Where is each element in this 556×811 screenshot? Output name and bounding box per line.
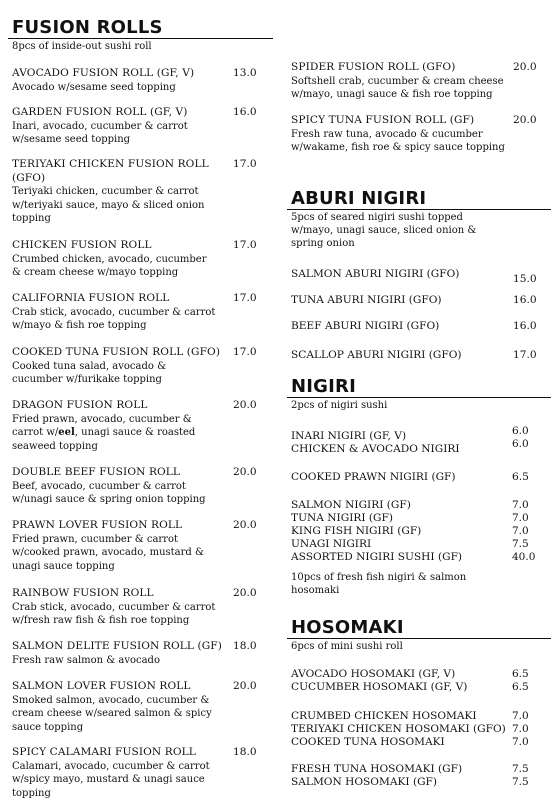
menu-item-name: AVOCADO HOSOMAKI (GF, V) CUCUMBER HOSOMAKI (GF, V) <box>291 668 468 693</box>
item-description: Fried prawn, cucumber & carrot w/cooked prawn, avocado, mustard & unagi sauce topping <box>12 533 204 572</box>
item-name: PRAWN LOVER FUSION ROLL <box>12 519 183 531</box>
menu-item-name: SCALLOP ABURI NIGIRI (GFO) <box>291 349 462 361</box>
item-name: AVOCADO FUSION ROLL (GF, V) <box>12 67 195 79</box>
item-name: SALMON DELITE FUSION ROLL (GF) <box>12 640 222 652</box>
item-price: 16.0 <box>233 106 257 118</box>
item-price: 20.0 <box>513 61 537 73</box>
menu-item-name: BEEF ABURI NIGIRI (GFO) <box>291 320 440 332</box>
item-price: 20.0 <box>233 519 257 531</box>
menu-item-name: SALMON ABURI NIGIRI (GFO) <box>291 268 460 280</box>
item-price: 20.0 <box>233 680 257 692</box>
item-price: 7.0 7.0 7.0 7.5 40.0 <box>512 499 536 563</box>
item-name: DRAGON FUSION ROLL <box>12 399 148 411</box>
section-rule <box>287 209 551 210</box>
item-description: Crab stick, avocado, cucumber & carrot w/mayo & fish roe topping <box>12 306 216 331</box>
item-price: 6.5 <box>512 471 529 483</box>
item-name: GARDEN FUSION ROLL (GF, V) <box>12 106 188 118</box>
menu-item-name: SALMON NIGIRI (GF) TUNA NIGIRI (GF) KING FISH NIGIRI (GF) UNAGI NIGIRI ASSORTED NIGIRI SUSHI (GF) <box>291 499 463 563</box>
menu-item-name: COOKED PRAWN NIGIRI (GF) <box>291 471 456 483</box>
section-title-hosomaki: HOSOMAKI <box>291 617 404 638</box>
menu-item <box>12 746 217 800</box>
item-description: Crab stick, avocado, cucumber & carrot w/fresh raw fish & fish roe topping <box>12 601 216 626</box>
menu-item-name: CRUMBED CHICKEN HOSOMAKI TERIYAKI CHICKEN HOSOMAKI (GFO) COOKED TUNA HOSOMAKI <box>291 710 506 748</box>
item-price: 20.0 <box>513 114 537 126</box>
item-description: Fresh raw salmon & avocado <box>12 654 160 666</box>
section-title-fusion: FUSION ROLLS <box>12 17 163 38</box>
eel-highlight: eel <box>58 427 75 438</box>
item-price: 17.0 <box>233 239 257 251</box>
section-title-nigiri: NIGIRI <box>291 376 356 397</box>
menu-item <box>12 158 217 226</box>
section-subtitle: 6pcs of mini sushi roll <box>291 641 403 652</box>
item-description: Fresh raw tuna, avocado & cucumber w/wakame, fish roe & spicy sauce topping <box>291 128 505 153</box>
menu-item <box>12 640 227 667</box>
item-price: 16.0 <box>513 294 537 306</box>
item-price: 17.0 <box>513 349 537 361</box>
item-name: SALMON LOVER FUSION ROLL <box>12 680 191 692</box>
menu-item-name: TUNA ABURI NIGIRI (GFO) <box>291 294 442 306</box>
item-price: 17.0 <box>233 346 257 358</box>
item-description: Avocado w/sesame seed topping <box>12 81 176 93</box>
item-name: CHICKEN FUSION ROLL <box>12 239 152 251</box>
menu-item <box>291 114 509 155</box>
item-description: Cooked tuna salad, avocado & cucumber w/furikake topping <box>12 360 166 385</box>
item-price: 18.0 <box>233 746 257 758</box>
item-description: Smoked salmon, avocado, cucumber & cream cheese w/seared salmon & spicy sauce topping <box>12 694 212 733</box>
section-subtitle: 5pcs of seared nigiri sushi topped w/mayo, unagi sauce, sliced onion & spring onion <box>291 212 477 249</box>
item-price: 17.0 <box>233 158 257 170</box>
section-subtitle: 2pcs of nigiri sushi <box>291 400 388 411</box>
menu-item <box>12 292 217 333</box>
item-price: 17.0 <box>233 292 257 304</box>
item-name: TERIYAKI CHICKEN FUSION ROLL (GFO) <box>12 158 209 184</box>
item-price: 6.0 6.0 <box>512 425 529 450</box>
menu-item <box>12 239 217 280</box>
item-price: 20.0 <box>233 587 257 599</box>
section-rule <box>287 638 551 639</box>
item-price: 15.0 <box>513 273 537 285</box>
item-name: DOUBLE BEEF FUSION ROLL <box>12 466 181 478</box>
menu-item <box>12 399 222 453</box>
menu-item-name: INARI NIGIRI (GF, V) CHICKEN & AVOCADO NIGIRI <box>291 430 460 455</box>
section-rule <box>8 38 273 39</box>
item-description: Beef, avocado, cucumber & carrot w/unagi sauce & spring onion topping <box>12 480 206 505</box>
item-name: COOKED TUNA FUSION ROLL (GFO) <box>12 346 221 358</box>
menu-item <box>12 106 217 147</box>
item-price: 13.0 <box>233 67 257 79</box>
item-name: SPICY TUNA FUSION ROLL (GF) <box>291 114 475 126</box>
item-name: CALIFORNIA FUSION ROLL <box>12 292 170 304</box>
item-price: 7.5 7.5 <box>512 763 529 788</box>
menu-item <box>291 61 506 102</box>
item-price: 18.0 <box>233 640 257 652</box>
menu-item-name: FRESH TUNA HOSOMAKI (GF) SALMON HOSOMAKI (GF) <box>291 763 463 788</box>
item-description: 10pcs of fresh fish nigiri & salmon hosomaki <box>291 572 467 596</box>
item-price: 20.0 <box>233 399 257 411</box>
item-name: SPIDER FUSION ROLL (GFO) <box>291 61 456 73</box>
item-price: 7.0 7.0 7.0 <box>512 710 529 748</box>
item-description: Crumbed chicken, avocado, cucumber & cream cheese w/mayo topping <box>12 253 207 278</box>
menu-item <box>12 346 221 387</box>
item-price: 16.0 <box>513 320 537 332</box>
item-description: Inari, avocado, cucumber & carrot w/sesame seed topping <box>12 120 188 145</box>
menu-item <box>12 680 217 734</box>
menu-item <box>12 519 217 573</box>
menu-item <box>12 466 217 507</box>
section-title-aburi: ABURI NIGIRI <box>291 188 427 209</box>
item-description: Fried prawn, avocado, cucumber & carrot w/eel, unagi sauce & roasted seaweed topping <box>12 413 196 452</box>
menu-item <box>12 67 222 94</box>
item-description: Teriyaki chicken, cucumber & carrot w/teriyaki sauce, mayo & sliced onion topping <box>12 186 205 224</box>
item-description: Calamari, avocado, cucumber & carrot w/spicy mayo, mustard & unagi sauce topping <box>12 760 210 799</box>
item-price: 20.0 <box>233 466 257 478</box>
item-name: RAINBOW FUSION ROLL <box>12 587 154 599</box>
item-description: Softshell crab, cucumber & cream cheese w/mayo, unagi sauce & fish roe topping <box>291 75 504 100</box>
section-subtitle: 8pcs of inside-out sushi roll <box>12 41 152 52</box>
section-rule <box>287 397 551 398</box>
item-name: SPICY CALAMARI FUSION ROLL <box>12 746 196 758</box>
menu-item <box>12 587 222 628</box>
item-price: 6.5 6.5 <box>512 668 529 693</box>
